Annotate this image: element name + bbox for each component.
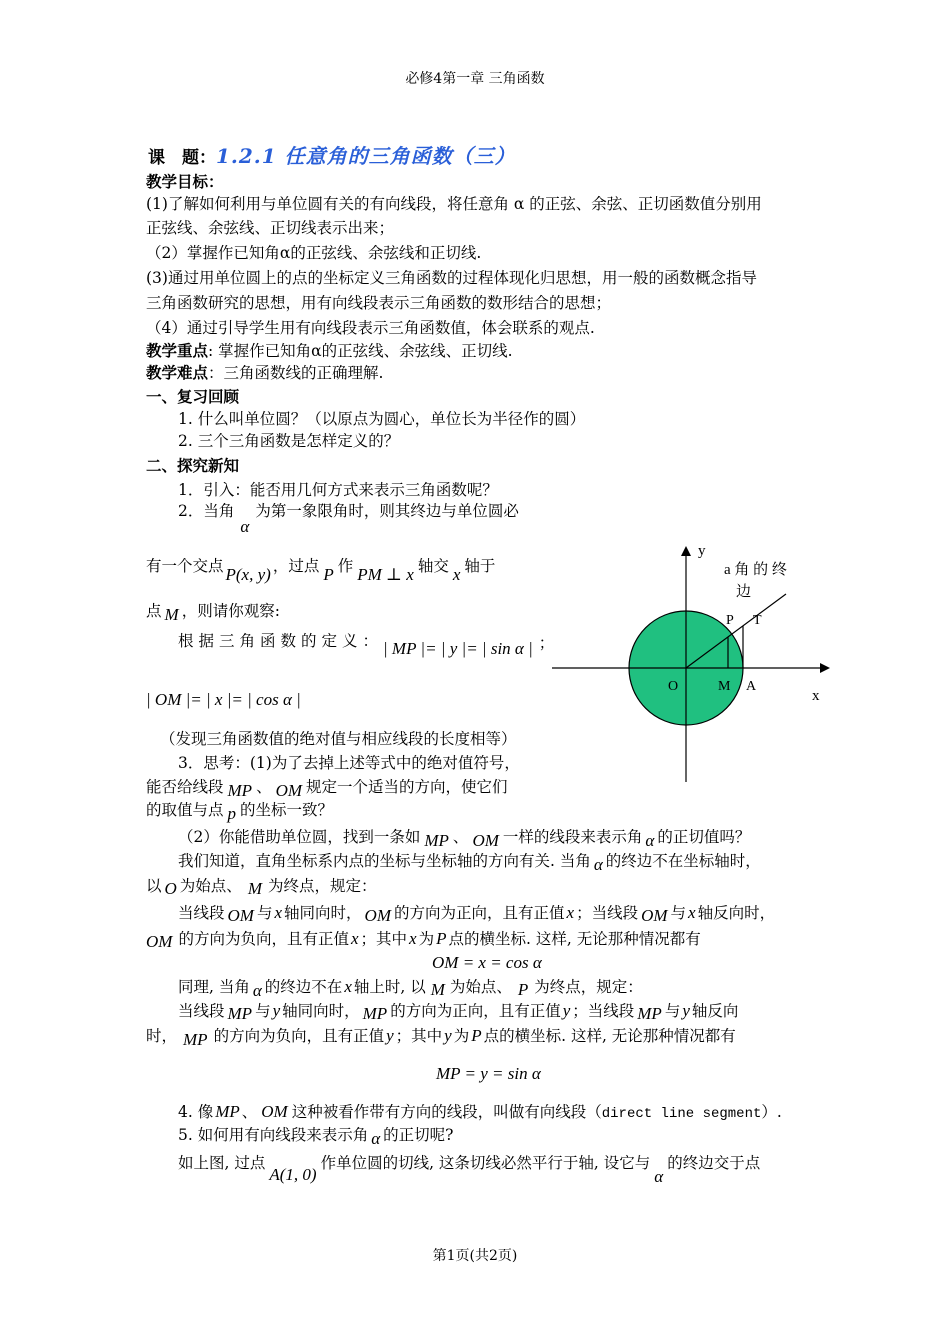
math-p: p [227, 804, 237, 823]
formula-mp-sin: MP = y = sin α [436, 1064, 541, 1083]
formula-mp-text: | MP |= | y |= | sin α | [383, 639, 533, 658]
angle-line-b: 为第一象限角时，则其终边与单位圆必 [255, 502, 519, 520]
text: ；当线段 [572, 1002, 635, 1020]
think-line-1: 3．思考：(1)为了去掉上述等式中的绝对值符号， [178, 754, 520, 772]
think-line-4 [178, 826, 750, 848]
formula-om: | OM |= | x |= | cos α | [146, 690, 301, 709]
math-P: P [517, 980, 529, 999]
text: 为终点，规定： [267, 877, 377, 895]
text: ）. [761, 1103, 782, 1121]
text: 轴反向时， [697, 904, 776, 922]
text: 与 [255, 1002, 271, 1020]
math-OM: OM [472, 831, 499, 850]
page-footer: 第1页(共2页) [432, 1248, 518, 1264]
terminal-label-2: 边 [736, 584, 752, 600]
explore-heading: 二、探究新知 [146, 456, 240, 475]
math-perp: PM ⊥ x [357, 565, 414, 584]
math-OM: OM [275, 781, 303, 800]
goal-1b: 正弦线、余弦线、正切线表示出来； [146, 219, 395, 237]
label-M: M [718, 679, 731, 694]
text: 点的横坐标. 这样, 无论那种情况都有 [483, 1027, 736, 1045]
text: 与 [256, 904, 273, 922]
intro-line: 1．引入：能否用几何方式来表示三角函数呢？ [178, 481, 498, 499]
text: ；其中 [395, 1027, 443, 1045]
text: 如上图, 过点 [178, 1154, 266, 1172]
math-OM: OM [227, 906, 254, 925]
text: 当线段 [178, 904, 225, 922]
math-x: x [566, 903, 575, 922]
math-O: O [164, 879, 177, 898]
title-label: 课 题： [148, 148, 216, 168]
know-line-3 [178, 902, 775, 924]
math-MP: MP [183, 1030, 208, 1049]
math-MP: MP [227, 781, 253, 800]
goal-1a: (1)了解如何利用与单位圆有关的有向线段，将任意角 α 的正弦、余弦、正切函数值分别用 [146, 195, 762, 213]
text: 轴同向时， [282, 1002, 360, 1020]
text: 能否给线段 [146, 778, 224, 796]
math-M: M [247, 879, 262, 898]
goals-heading: 教学目标： [146, 172, 224, 191]
text: 一样的线段来表示角 [502, 828, 643, 846]
tangent-question [178, 1124, 453, 1146]
text: 与 [664, 1002, 681, 1020]
know-line-1 [178, 850, 761, 872]
formula-mp [383, 634, 555, 660]
text: 我们知道，直角坐标系内点的坐标与坐标轴的方向有关. 当角 [178, 852, 591, 870]
text: ；其中 [360, 930, 408, 948]
text: 为 [418, 930, 435, 948]
discovery-note: （发现三角函数值的绝对值与相应线段的长度相等） [160, 730, 517, 748]
math-x: x [274, 903, 283, 922]
math-MP: MP [424, 831, 449, 850]
label-O: O [668, 679, 679, 694]
page-header: 必修4第一章 三角函数 [405, 71, 545, 87]
text: 点的横坐标. 这样, 无论那种情况都有 [448, 930, 701, 948]
math-P: P [323, 565, 334, 584]
text: ；当线段 [576, 904, 639, 922]
terminal-label-1: a 角 的 终 [724, 562, 787, 578]
think-line-2 [146, 776, 508, 798]
math-MP: MP [215, 1102, 240, 1121]
text: 的取值与点 [146, 801, 224, 819]
goal-3b: 三角函数研究的思想，用有向线段表示三角函数的数形结合的思想； [146, 294, 612, 312]
text: 的坐标一致？ [240, 801, 334, 819]
definition-line: 根据三角函数的定义： [178, 632, 384, 650]
math-alpha: α [593, 855, 603, 874]
text: 为始点、 [179, 877, 242, 895]
text: 5. 如何用有向线段来表示角 [178, 1126, 369, 1144]
label-T: T [753, 613, 762, 628]
math-OM: OM [261, 1102, 288, 1121]
goal-2: （2）掌握作已知角α的正弦线、余弦线和正切线. [146, 244, 482, 262]
angle-line [178, 500, 519, 536]
label-A: A [746, 679, 757, 694]
math-y: y [562, 1001, 571, 1020]
math-P: P [471, 1026, 482, 1045]
text: 的方向为负向，且有正值 [178, 930, 349, 948]
difficulty-text: ：三角函数线的正确理解. [208, 364, 384, 382]
math-x: x [344, 977, 352, 996]
text: 的终边不在 [264, 978, 343, 996]
text: 有一个交点 [146, 557, 224, 575]
english-term: direct line segment [601, 1106, 762, 1122]
math-M: M [430, 980, 445, 999]
math-y: y [272, 1001, 281, 1020]
tangent-line-text [178, 1152, 761, 1186]
key-point-label: 教学重点 [146, 341, 209, 360]
math-x: x [452, 565, 461, 584]
know-line-2 [146, 875, 377, 897]
text: 、 [256, 778, 272, 796]
text: 以 [146, 877, 162, 895]
x-label: x [812, 688, 820, 704]
math-alpha: α [654, 1167, 664, 1186]
y-axis-arrow [681, 546, 691, 556]
math-OM: OM [364, 906, 391, 925]
text: 作单位圆的切线, 这条切线必然平行于轴, 设它与 [320, 1154, 651, 1172]
math-x: x [350, 929, 359, 948]
text: 点 [146, 602, 162, 620]
text: 轴上时, 以 [353, 978, 426, 996]
text: 4. 像 [178, 1103, 214, 1121]
unit-circle-figure [550, 540, 840, 790]
math-y: y [682, 1001, 690, 1020]
math-point-A: A(1, 0) [269, 1165, 317, 1184]
text: 为始点、 [449, 978, 512, 996]
text: 规定一个适当的方向，使它们 [306, 778, 508, 796]
observe-line [146, 600, 280, 622]
math-alpha: α [252, 981, 262, 1000]
math-P: P [436, 929, 447, 948]
math-MP: MP [227, 1004, 253, 1023]
goal-4: （4）通过引导学生用有向线段表示三角函数值，体会联系的观点. [146, 319, 595, 337]
text: 当线段 [178, 1002, 225, 1020]
alpha-symbol: α [240, 517, 250, 536]
text: ，则请你观察: [181, 602, 280, 620]
know-line-4 [146, 928, 701, 950]
text: 的正切呢? [383, 1126, 454, 1144]
know-line-7 [146, 1025, 736, 1047]
text: 的方向为负向，且有正值 [213, 1027, 385, 1045]
math-OM: OM [641, 906, 668, 925]
think-line-3 [146, 799, 333, 821]
goal-3a: (3)通过用单位圆上的点的坐标定义三角函数的过程体现化归思想，用一般的函数概念指导 [146, 269, 757, 287]
text: 为终点，规定： [534, 978, 643, 996]
math-x: x [688, 903, 696, 922]
text: 的方向为正向，且有正值 [394, 904, 565, 922]
formula-om-cos: OM = x = cos α [432, 953, 542, 972]
directed-segment-line [178, 1101, 782, 1125]
intersection-line [146, 555, 496, 584]
math-x: x [409, 929, 417, 948]
math-MP: MP [637, 1004, 662, 1023]
semicolon: ； [538, 634, 555, 652]
text: 这种被看作带有方向的线段，叫做有向线段（ [291, 1103, 602, 1121]
text: 的终边不在坐标轴时， [605, 852, 761, 870]
text: （2）你能借助单位圆，找到一条如 [178, 828, 421, 846]
lesson-title [148, 140, 516, 169]
math-M: M [164, 605, 179, 624]
know-line-6 [178, 1000, 738, 1022]
text: 轴同向时， [284, 904, 362, 922]
math-MP: MP [362, 1004, 388, 1023]
math-y: y [444, 1026, 452, 1045]
text: 时， [146, 1027, 178, 1045]
text: 轴反向 [691, 1002, 739, 1020]
x-axis-arrow [820, 663, 830, 673]
text: 、 [452, 828, 469, 846]
review-heading: 一、复习回顾 [146, 387, 240, 406]
review-q2: 2. 三个三角函数是怎样定义的？ [178, 432, 400, 450]
math-alpha: α [371, 1129, 381, 1148]
text: 为 [453, 1027, 470, 1045]
math-point-P: P(x, y) [225, 565, 271, 584]
text: 与 [670, 904, 687, 922]
key-point [146, 340, 513, 362]
title-text: 1.2.1 任意角的三角函数（三） [216, 144, 516, 168]
label-P: P [726, 613, 734, 628]
text: 同理, 当角 [178, 978, 250, 996]
math-alpha: α [645, 831, 655, 850]
text: ，过点 [272, 557, 320, 575]
difficulty-label: 教学难点 [146, 363, 209, 382]
math-y: y [386, 1026, 394, 1045]
difficulty [146, 362, 383, 384]
angle-line-a: 2．当角 [178, 502, 235, 520]
text: 作 [337, 557, 354, 575]
review-q1: 1. 什么叫单位圆？（以原点为圆心，单位长为半径作的圆） [178, 410, 586, 428]
math-OM: OM [146, 932, 173, 951]
text: 的终边交于点 [667, 1154, 761, 1172]
y-label: y [698, 543, 706, 559]
text: 的方向为正向，且有正值 [390, 1002, 561, 1020]
text: 轴于 [464, 557, 496, 575]
text: 的正切值吗？ [657, 828, 751, 846]
text: 轴交 [417, 557, 449, 575]
text: 、 [241, 1103, 258, 1121]
key-point-text: : 掌握作已知角α的正弦线、余弦线、正切线. [208, 342, 513, 360]
know-line-5 [178, 976, 643, 998]
